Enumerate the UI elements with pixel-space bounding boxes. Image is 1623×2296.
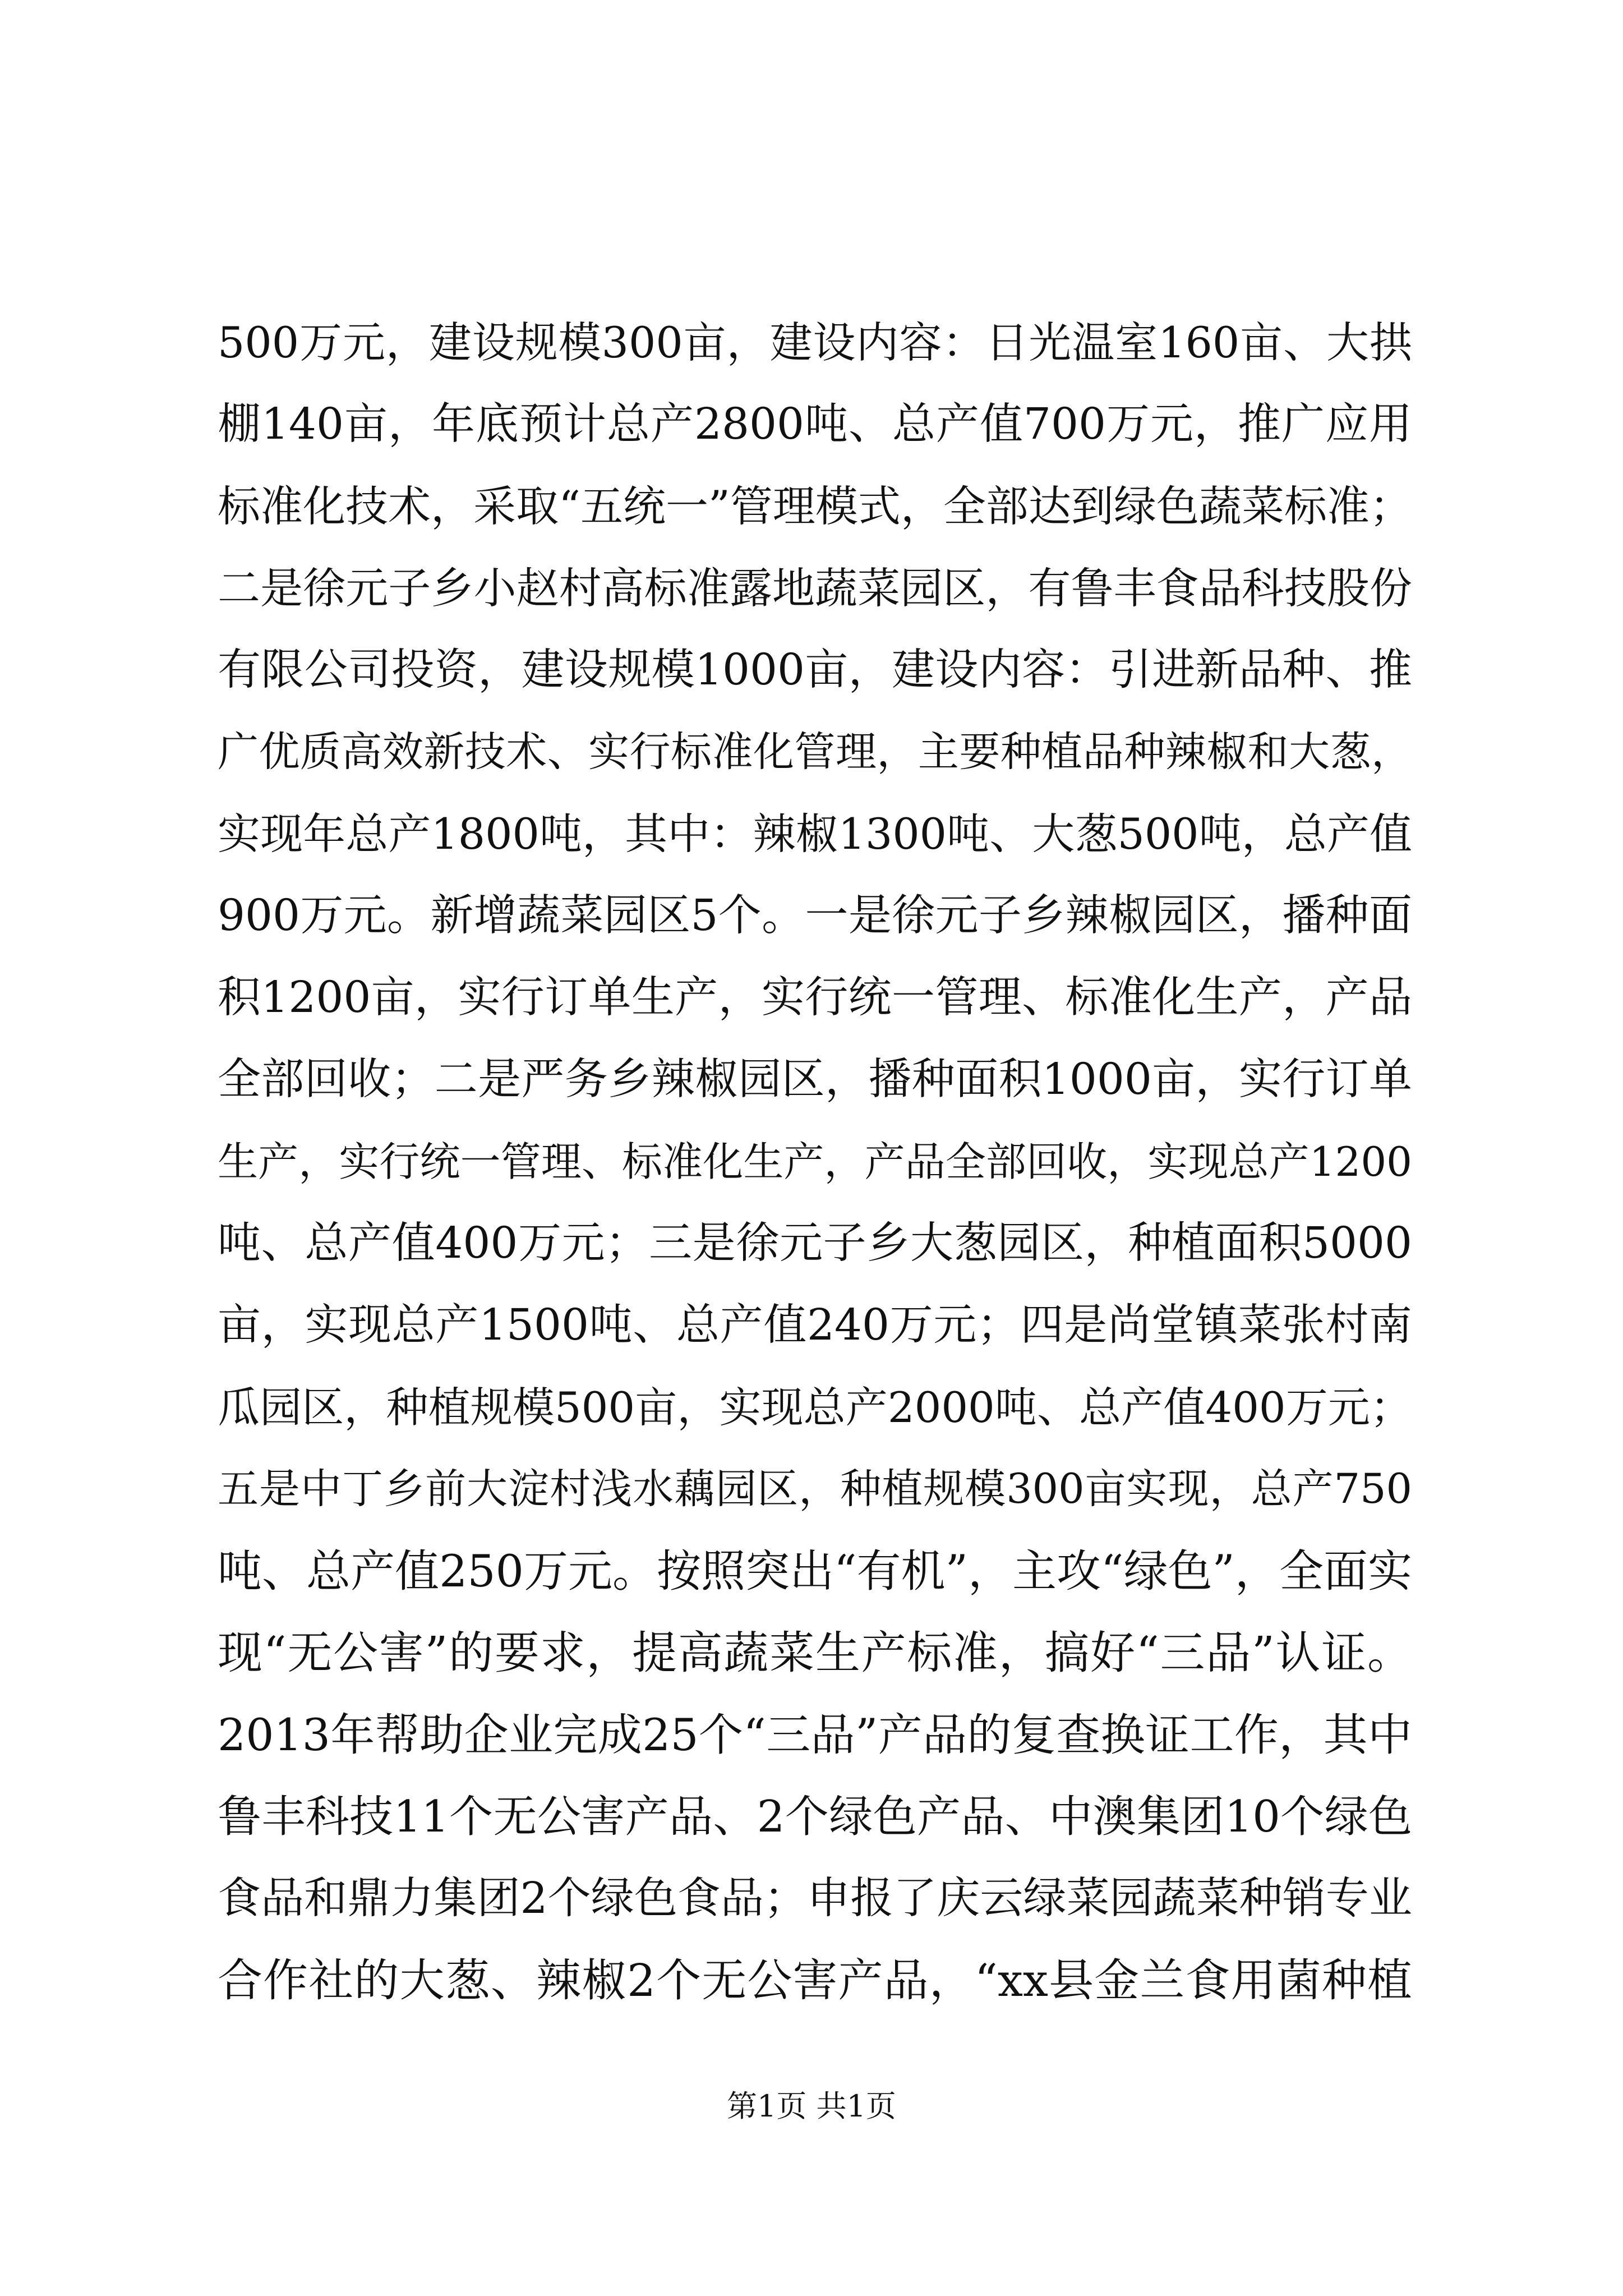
text-line: 广优质高效新技术、实行标准化管理，主要种植品种辣椒和大葱， — [218, 728, 1412, 776]
text-line: 标准化技术，采取“五统一”管理模式，全部达到绿色蔬菜标准； — [218, 481, 1412, 531]
text-line: 实现年总产1800吨，其中：辣椒1300吨、大葱500吨，总产值 — [218, 809, 1412, 859]
text-line: 现“无公害”的要求，提高蔬菜生产标准，搞好“三品”认证。 — [218, 1627, 1412, 1679]
text-line: 有限公司投资，建设规模1000亩，建设内容：引进新品种、推 — [218, 645, 1412, 695]
text-line: 吨、总产值250万元。按照突出“有机”，主攻“绿色”，全面实 — [218, 1545, 1412, 1597]
text-line: 全部回收；二是严务乡辣椒园区，播种面积1000亩，实行订单 — [218, 1055, 1412, 1105]
text-line: 500万元，建设规模300亩，建设内容：日光温室160亩、大拱 — [218, 318, 1412, 367]
text-line: 2013年帮助企业完成25个“三品”产品的复查换证工作，其中 — [218, 1709, 1412, 1761]
text-line: 食品和鼎力集团2个绿色食品；申报了庆云绿菜园蔬菜种销专业 — [218, 1874, 1412, 1924]
body-paragraph — [218, 302, 1412, 2022]
text-line: 棚140亩，年底预计总产2800吨、总产值700万元，推广应用 — [218, 399, 1412, 449]
text-line: 合作社的大葱、辣椒2个无公害产品，“xx县金兰食用菌种植 — [218, 1954, 1412, 2007]
page-footer: 第1页 共1页 — [727, 2088, 896, 2124]
text-line: 积1200亩，实行订单生产，实行统一管理、标准化生产，产品 — [218, 973, 1412, 1023]
text-line: 生产，实行统一管理、标准化生产，产品全部回收，实现总产1200 — [218, 1138, 1412, 1185]
text-line: 900万元。新增蔬菜园区5个。一是徐元子乡辣椒园区，播种面 — [218, 891, 1412, 941]
text-line: 亩，实现总产1500吨、总产值240万元；四是尚堂镇菜张村南 — [218, 1300, 1412, 1350]
text-line: 鲁丰科技11个无公害产品、2个绿色产品、中澳集团10个绿色 — [218, 1792, 1412, 1842]
text-line: 吨、总产值400万元；三是徐元子乡大葱园区，种植面积5000 — [218, 1218, 1412, 1268]
text-line: 瓜园区，种植规模500亩，实现总产2000吨、总产值400万元； — [218, 1383, 1412, 1432]
text-line: 二是徐元子乡小赵村高标准露地蔬菜园区，有鲁丰食品科技股份 — [218, 563, 1412, 613]
text-line: 五是中丁乡前大淀村浅水藕园区，种植规模300亩实现，总产750 — [218, 1465, 1412, 1513]
